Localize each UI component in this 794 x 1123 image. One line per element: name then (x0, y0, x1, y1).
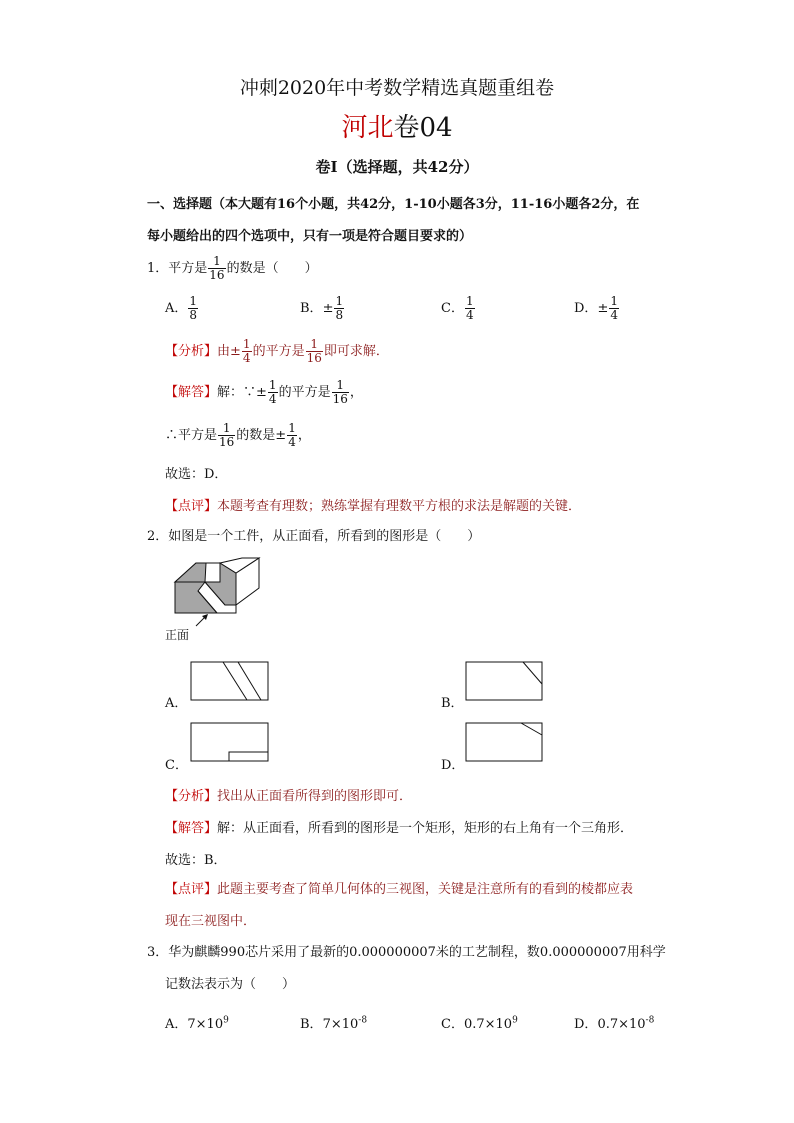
part-heading-line2: 每小题给出的四个选项中，只有一项是符合题目要求的） (147, 229, 473, 244)
q1-option-b[interactable] (300, 295, 345, 322)
q3-option-d[interactable] (574, 1013, 654, 1032)
q2-option-c-figure[interactable] (190, 722, 270, 763)
fraction-numerator: 1 (242, 337, 251, 351)
therefore-text-a: ∴平方是 (165, 428, 218, 443)
q1-choice: 故选：D． (165, 467, 228, 482)
q3-stem-line2: 记数法表示为（ ） (165, 977, 296, 992)
fraction-denominator: 4 (610, 308, 618, 322)
q2-stem: 2．如图是一个工件，从正面看，所看到的图形是（ ） (147, 529, 481, 544)
fraction-numerator: 1 (208, 255, 225, 269)
fraction-denominator: 16 (332, 392, 348, 406)
analysis-tag: 【分析】 (165, 344, 218, 359)
q2-option-c-label[interactable]: C． (165, 758, 188, 773)
option-label: B． (300, 301, 323, 316)
answer-text: 解：从正面看，所看到的图形是一个矩形，矩形的右上角有一个三角形． (217, 821, 634, 836)
option-label: A． (165, 301, 188, 316)
therefore-text-b: 的数是± (236, 428, 287, 443)
comment-text: 本题考查有理数；熟练掌握有理数平方根的求法是解题的关键． (217, 499, 582, 514)
page-title: 冲刺2020年中考数学精选真题重组卷 (239, 77, 555, 99)
analysis-text-c: 即可求解． (323, 344, 389, 359)
q1-option-c[interactable] (441, 295, 476, 322)
option-label: C． (441, 301, 464, 316)
option-base: 0.7×10 (463, 1017, 513, 1032)
q1-analysis (165, 338, 389, 365)
fraction-denominator: 4 (268, 392, 277, 406)
option-fraction (188, 295, 198, 322)
fraction-numerator: 1 (610, 294, 618, 308)
fraction-denominator: 4 (288, 435, 296, 449)
q1-stem-post: 的数是（ ） (226, 261, 318, 276)
q2-answer (165, 817, 633, 836)
fraction-denominator: 16 (306, 351, 322, 365)
q2-option-b-figure[interactable] (465, 661, 545, 702)
front-label: 正面 (165, 628, 190, 642)
q3-option-c[interactable] (441, 1013, 518, 1032)
q1-comment (165, 495, 581, 514)
q2-option-a-label[interactable]: A． (165, 696, 188, 711)
therefore-fraction-2 (287, 422, 297, 449)
subtitle-province: 河北 (341, 113, 394, 143)
option-sign: ± (322, 301, 334, 316)
q2-option-a-figure[interactable] (190, 661, 270, 702)
option-base: 7×10 (187, 1017, 224, 1032)
comment-tag: 【点评】 (165, 499, 218, 514)
q3-option-b[interactable] (300, 1013, 367, 1032)
workpiece-3d-figure (172, 556, 264, 616)
answer-fraction-2 (332, 379, 349, 406)
answer-text-b: 的平方是 (278, 385, 331, 400)
analysis-fraction-1 (242, 338, 252, 365)
option-exponent: 9 (223, 1015, 229, 1026)
answer-tag: 【解答】 (165, 821, 218, 836)
option-exponent: 9 (512, 1015, 518, 1026)
q1-stem-pre: 1．平方是 (147, 261, 208, 276)
analysis-text-a: 由± (217, 344, 241, 359)
fraction-numerator: 1 (335, 294, 344, 308)
option-exponent: -8 (645, 1015, 655, 1026)
analysis-text-b: 的平方是 (252, 344, 305, 359)
comment-text-line1: 此题主要考查了简单几何体的三视图，关键是注意所有的看到的棱都应表 (217, 882, 634, 897)
fraction-denominator: 16 (209, 268, 225, 282)
front-view-arrow-icon (194, 612, 210, 628)
q1-stem-fraction (208, 255, 225, 282)
answer-text-c: ， (349, 385, 363, 400)
q2-choice: 故选：B． (165, 853, 227, 868)
answer-fraction-1 (268, 379, 278, 406)
q1-stem (147, 255, 318, 282)
answer-text-a: 解：∵± (217, 385, 267, 400)
fraction-numerator: 1 (306, 338, 323, 352)
answer-tag: 【解答】 (165, 385, 218, 400)
fraction-numerator: 1 (218, 422, 235, 436)
option-label: D． (574, 1017, 598, 1032)
analysis-tag: 【分析】 (165, 789, 218, 804)
therefore-fraction-1 (218, 422, 235, 449)
option-base: 0.7×10 (597, 1017, 646, 1032)
q2-comment (165, 878, 633, 897)
q1-answer (165, 379, 363, 406)
q2-option-b-label[interactable]: B． (441, 696, 464, 711)
fraction-numerator: 1 (268, 378, 277, 392)
comment-tag: 【点评】 (165, 882, 218, 897)
option-exponent: -8 (358, 1015, 368, 1026)
q2-option-d-figure[interactable] (465, 722, 545, 763)
q3-option-a[interactable] (165, 1013, 229, 1032)
part-heading-line1: 一、选择题（本大题有16个小题，共42分，1-10小题各3分，11-16小题各2分，在 (147, 197, 640, 212)
fraction-numerator: 1 (332, 379, 349, 393)
q1-therefore (165, 422, 311, 449)
fraction-denominator: 16 (219, 435, 235, 449)
option-label: D． (574, 301, 598, 316)
option-fraction (609, 295, 619, 322)
q3-stem-line1: 3．华为麒麟990芯片采用了最新的0.000000007米的工艺制程，数0.000000007用科学 (147, 945, 666, 960)
fraction-denominator: 8 (335, 308, 344, 322)
q2-comment-line2: 现在三视图中． (165, 914, 257, 929)
q1-option-d[interactable] (574, 295, 620, 322)
section-title: 卷Ⅰ（选择题，共42分） (315, 158, 479, 176)
fraction-denominator: 4 (242, 351, 251, 365)
fraction-numerator: 1 (288, 421, 296, 435)
option-sign: ± (597, 301, 609, 316)
therefore-text-c: ， (297, 428, 311, 443)
option-fraction (334, 295, 344, 322)
option-label: B． (300, 1017, 323, 1032)
q2-option-d-label[interactable]: D． (441, 758, 465, 773)
fraction-denominator: 8 (189, 308, 198, 322)
paper-subtitle (0, 107, 794, 144)
option-label: A． (165, 1017, 188, 1032)
fraction-numerator: 1 (189, 294, 198, 308)
analysis-text: 找出从正面看所得到的图形即可． (217, 789, 413, 804)
subtitle-paper-number: 卷04 (393, 113, 453, 143)
fraction-denominator: 4 (465, 308, 474, 322)
fraction-numerator: 1 (465, 294, 474, 308)
option-fraction (465, 295, 475, 322)
option-base: 7×10 (322, 1017, 359, 1032)
q1-option-a[interactable] (165, 295, 199, 322)
analysis-fraction-2 (306, 338, 323, 365)
option-label: C． (441, 1017, 464, 1032)
q2-analysis (165, 785, 412, 804)
